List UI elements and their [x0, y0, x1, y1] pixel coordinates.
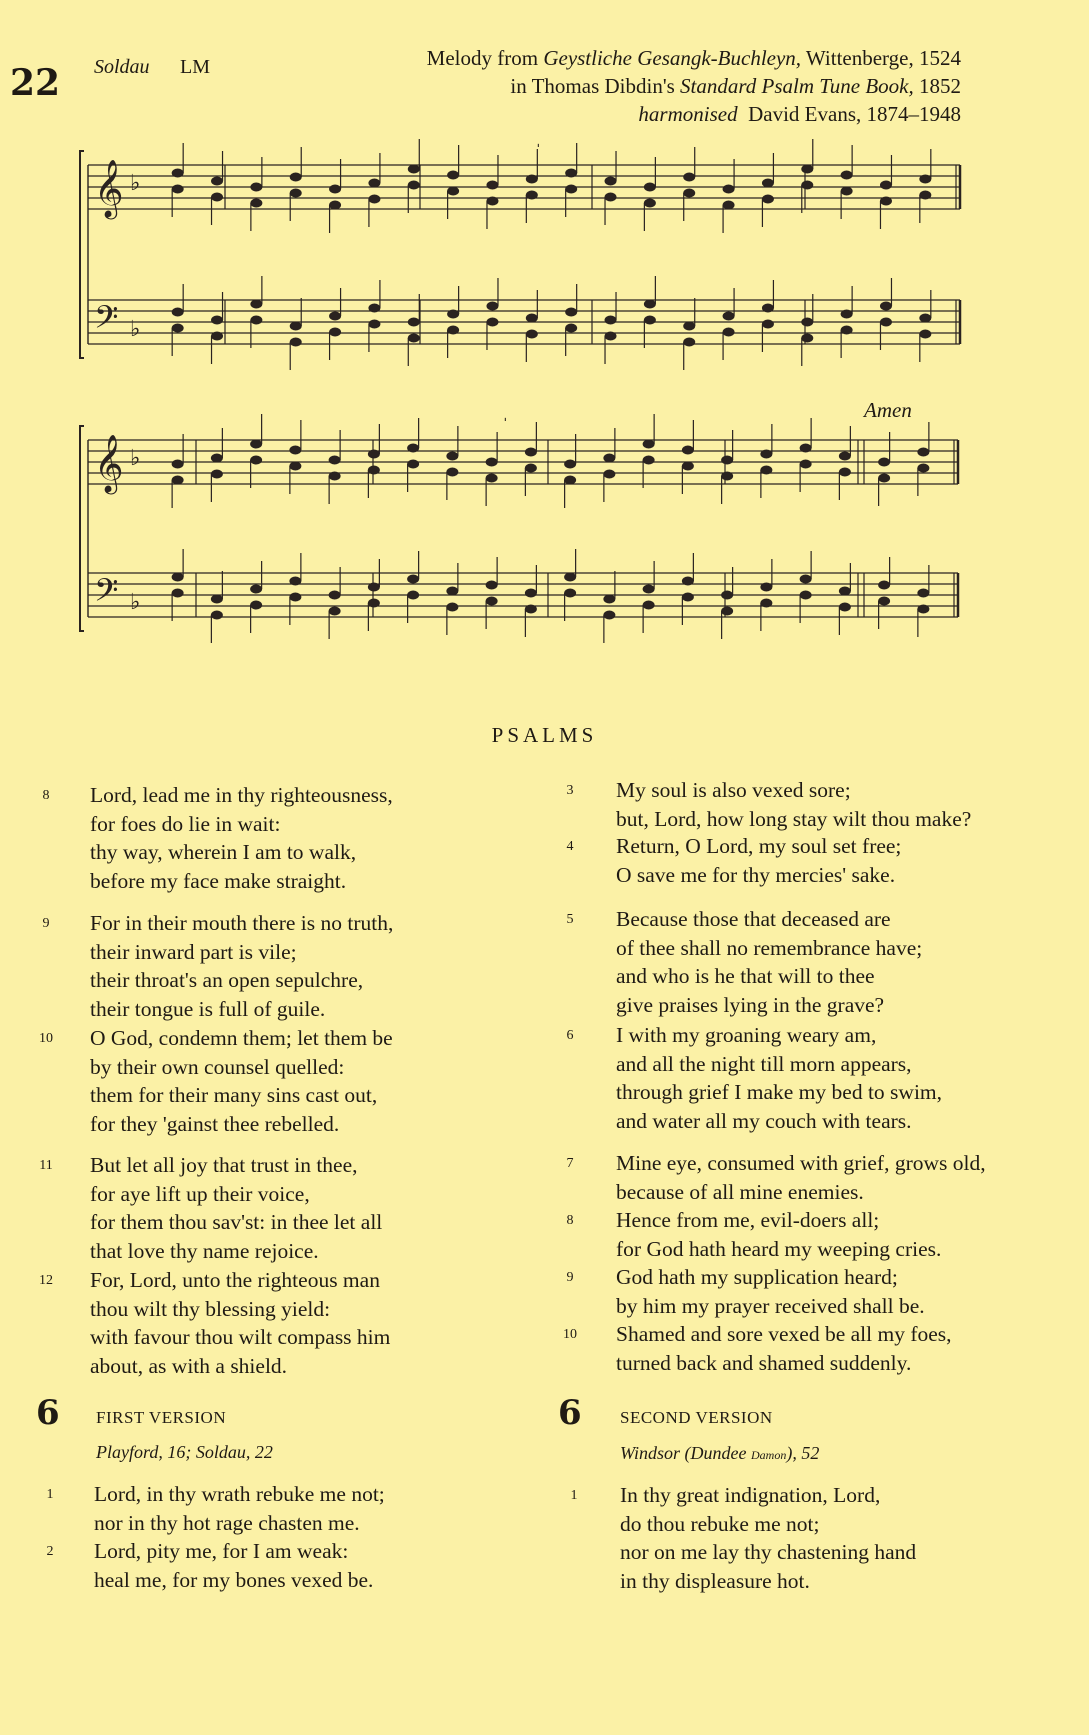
note-head [919, 330, 931, 339]
verse-line: by him my prayer received shall be. [616, 1293, 925, 1318]
note-head [525, 589, 537, 598]
note-head [644, 183, 656, 192]
note-head [486, 302, 498, 311]
note-head [525, 464, 537, 473]
note-head [250, 456, 262, 465]
verse-number: 8 [42, 788, 50, 803]
note-head [407, 444, 419, 453]
note-head [525, 448, 537, 457]
verse-line: Shamed and sore vexed be all my foes, [616, 1322, 952, 1346]
note-head [723, 328, 735, 337]
note-head [368, 599, 380, 608]
note-head [211, 332, 223, 341]
verse-line: thou wilt thy blessing yield: [90, 1296, 331, 1321]
note-head [683, 322, 695, 331]
note-head [762, 320, 774, 329]
note-head [682, 577, 694, 586]
verse-line: in thy displeasure hot. [620, 1568, 810, 1593]
note-head [408, 165, 420, 174]
section-title: PSALMS [491, 723, 598, 747]
tune-reference-first: Playford, 16; Soldau, 22 [96, 1442, 273, 1462]
note-head [486, 597, 498, 606]
verse-line: by their own counsel quelled: [90, 1054, 345, 1079]
note-head [289, 462, 301, 471]
note-head [762, 179, 774, 188]
note-head [329, 591, 341, 600]
bass-clef-icon: 𝄢 [94, 572, 119, 616]
verse-line: God hath my supplication heard; [616, 1265, 898, 1289]
note-head [447, 310, 459, 319]
verse-number: 9 [566, 1270, 574, 1285]
note-head [878, 458, 890, 467]
note-head [446, 452, 458, 461]
tune-meter: LM [180, 56, 210, 78]
note-head [643, 440, 655, 449]
note-head [486, 581, 498, 590]
note-head [564, 573, 576, 582]
note-head [644, 199, 656, 208]
note-head [723, 185, 735, 194]
note-head [800, 444, 812, 453]
verse-line: Mine eye, consumed with grief, grows old, [616, 1151, 986, 1175]
note-head [486, 181, 498, 190]
note-head [682, 446, 694, 455]
note-head [290, 338, 302, 347]
note-head [760, 450, 772, 459]
amen-label: Amen [864, 398, 912, 422]
note-head [643, 601, 655, 610]
treble-clef-icon: 𝄞 [94, 434, 124, 492]
note-head [486, 318, 498, 327]
verse-number: 1 [570, 1488, 578, 1503]
credit-line-3: harmonised David Evans, 1874–1948 [638, 102, 961, 126]
music-score [0, 0, 1089, 680]
version-label-second: SECOND VERSION [620, 1408, 773, 1427]
note-head [447, 171, 459, 180]
note-head [250, 199, 262, 208]
note-head [644, 316, 656, 325]
verse-line: of thee shall no remembrance have; [616, 935, 923, 960]
verse-line: through grief I make my bed to swim, [616, 1080, 943, 1104]
note-head [172, 308, 184, 317]
verse-line: their inward part is vile; [90, 939, 297, 964]
note-head [329, 456, 341, 465]
flat-key-icon: ♭ [130, 446, 141, 471]
note-head [603, 470, 615, 479]
note-head [801, 165, 813, 174]
flat-key-icon: ♭ [130, 317, 141, 342]
note-head [526, 330, 538, 339]
note-head [250, 440, 262, 449]
note-head [644, 300, 656, 309]
note-head [329, 472, 341, 481]
verse-line: for aye lift up their voice, [90, 1181, 310, 1206]
verse-line: for foes do lie in wait: [90, 811, 281, 836]
note-head [172, 573, 184, 582]
note-head [841, 310, 853, 319]
breath-mark-icon: ˈ [502, 415, 509, 437]
note-head [605, 193, 617, 202]
verse-line: for God hath heard my weeping cries. [616, 1236, 942, 1261]
note-head [211, 611, 223, 620]
note-head [172, 169, 184, 178]
note-head [565, 308, 577, 317]
note-head [446, 468, 458, 477]
note-head [564, 589, 576, 598]
note-head [368, 304, 380, 313]
note-head [329, 312, 341, 321]
verse-line: with favour thou wilt compass him [90, 1325, 391, 1349]
note-head [211, 595, 223, 604]
verse-number: 7 [566, 1156, 574, 1171]
note-head [250, 300, 262, 309]
note-head [603, 595, 615, 604]
verse-number: 6 [566, 1028, 574, 1043]
treble-clef-icon: 𝄞 [94, 159, 124, 217]
flat-key-icon: ♭ [130, 590, 141, 615]
version-label-first: FIRST VERSION [96, 1408, 227, 1427]
verse-line: give praises lying in the grave? [616, 992, 885, 1017]
verse-number: 10 [563, 1327, 577, 1342]
note-head [919, 191, 931, 200]
note-head [683, 173, 695, 182]
tune-reference-second: Windsor (Dundee Damon), 52 [620, 1443, 820, 1463]
note-head [172, 185, 184, 194]
verse-line: before my face make straight. [90, 868, 347, 893]
note-head [289, 577, 301, 586]
verse-number: 1 [46, 1487, 54, 1502]
note-head [368, 179, 380, 188]
note-head [762, 195, 774, 204]
verse-line: their tongue is full of guile. [90, 996, 326, 1021]
verse-number: 12 [39, 1273, 53, 1288]
note-head [211, 316, 223, 325]
system-bracket [80, 426, 84, 631]
note-head [723, 201, 735, 210]
note-head [250, 601, 262, 610]
note-head [723, 312, 735, 321]
note-head [682, 462, 694, 471]
verse-number: 4 [566, 839, 574, 854]
verse-line: O God, condemn them; let them be [90, 1026, 393, 1050]
note-head [839, 603, 851, 612]
verse-line: Lord, pity me, for I am weak: [94, 1539, 349, 1563]
note-head [721, 456, 733, 465]
note-head [721, 472, 733, 481]
note-head [564, 460, 576, 469]
note-head [800, 591, 812, 600]
flat-key-icon: ♭ [130, 171, 141, 196]
note-head [526, 175, 538, 184]
note-head [565, 169, 577, 178]
verse-line: O save me for thy mercies' sake. [616, 862, 896, 887]
credit-line-1: Melody from Geystliche Gesangk-Buchleyn, Wittenberge, 1524 [426, 46, 961, 70]
verse-line: for they 'gainst thee rebelled. [90, 1111, 340, 1136]
note-head [760, 583, 772, 592]
note-head [211, 177, 223, 186]
note-head [447, 187, 459, 196]
note-head [605, 316, 617, 325]
note-head [407, 460, 419, 469]
note-head [408, 181, 420, 190]
verse-line: for them thou sav'st: in thee let all [90, 1210, 383, 1234]
verse-line: because of all mine enemies. [616, 1179, 864, 1204]
note-head [211, 193, 223, 202]
note-head [290, 173, 302, 182]
note-head [408, 334, 420, 343]
hymn-number: 22 [10, 62, 61, 104]
note-head [408, 318, 420, 327]
note-head [172, 460, 184, 469]
note-head [683, 338, 695, 347]
note-head [368, 450, 380, 459]
note-head [878, 581, 890, 590]
note-head [878, 474, 890, 483]
note-head [289, 593, 301, 602]
note-head [841, 187, 853, 196]
note-head [760, 466, 772, 475]
verse-line: do thou rebuke me not; [620, 1511, 820, 1536]
note-head [878, 597, 890, 606]
note-head [880, 302, 892, 311]
verse-line: them for their many sins cast out, [90, 1083, 378, 1107]
note-head [643, 585, 655, 594]
verse-line: For, Lord, unto the righteous man [90, 1268, 380, 1292]
tune-name: Soldau [94, 56, 150, 78]
verse-line: I with my groaning weary am, [616, 1023, 877, 1047]
note-head [683, 189, 695, 198]
note-head [486, 197, 498, 206]
verse-line: For in their mouth there is no truth, [90, 911, 394, 935]
verse-line: thy way, wherein I am to walk, [90, 840, 357, 864]
note-head [762, 304, 774, 313]
system-bracket [80, 151, 84, 358]
note-head [917, 605, 929, 614]
note-head [486, 458, 498, 467]
note-head [880, 318, 892, 327]
note-head [250, 183, 262, 192]
note-head [526, 314, 538, 323]
note-head [565, 185, 577, 194]
verse-number: 3 [566, 783, 574, 798]
verse-number: 9 [42, 916, 50, 931]
verse-number: 5 [566, 912, 574, 927]
note-head [605, 332, 617, 341]
verse-line: and all the night till morn appears, [616, 1051, 912, 1076]
verse-line: But let all joy that trust in thee, [90, 1153, 358, 1177]
verse-line: Because those that deceased are [616, 907, 891, 931]
verse-line: Hence from me, evil-doers all; [616, 1208, 880, 1232]
note-head [290, 189, 302, 198]
psalm-number-first: 6 [36, 1393, 60, 1433]
note-head [801, 181, 813, 190]
note-head [605, 177, 617, 186]
note-head [919, 314, 931, 323]
note-head [839, 452, 851, 461]
verse-line: heal me, for my bones vexed be. [94, 1567, 374, 1592]
note-head [289, 446, 301, 455]
verse-number: 2 [46, 1544, 54, 1559]
note-head [329, 607, 341, 616]
note-head [919, 175, 931, 184]
note-head [211, 454, 223, 463]
verse-line: that love thy name rejoice. [90, 1238, 319, 1263]
note-head [760, 599, 772, 608]
note-head [603, 454, 615, 463]
note-head [564, 476, 576, 485]
psalm-number-second: 6 [558, 1393, 582, 1433]
note-head [682, 593, 694, 602]
note-head [917, 448, 929, 457]
note-head [407, 575, 419, 584]
note-head [917, 589, 929, 598]
verse-number: 10 [39, 1031, 53, 1046]
note-head [446, 587, 458, 596]
note-head [486, 474, 498, 483]
note-head [917, 464, 929, 473]
verse-line: and who is he that will to thee [616, 964, 875, 988]
note-head [368, 195, 380, 204]
note-head [172, 589, 184, 598]
verse-line: nor in thy hot rage chasten me. [94, 1510, 360, 1535]
note-head [329, 201, 341, 210]
credit-line-2: in Thomas Dibdin's Standard Psalm Tune Book, 1852 [510, 74, 961, 98]
note-head [839, 587, 851, 596]
note-head [329, 328, 341, 337]
note-head [801, 334, 813, 343]
note-head [841, 171, 853, 180]
note-head [211, 470, 223, 479]
note-head [800, 460, 812, 469]
verse-line: but, Lord, how long stay wilt thou make? [616, 806, 972, 831]
verse-line: Lord, in thy wrath rebuke me not; [94, 1482, 385, 1506]
note-head [172, 476, 184, 485]
note-head [721, 591, 733, 600]
verse-line: their throat's an open sepulchre, [90, 968, 364, 992]
note-head [880, 181, 892, 190]
note-head [368, 583, 380, 592]
note-head [250, 585, 262, 594]
note-head [329, 185, 341, 194]
note-head [446, 603, 458, 612]
note-head [565, 324, 577, 333]
note-head [447, 326, 459, 335]
note-head [407, 591, 419, 600]
verse-line: Return, O Lord, my soul set free; [616, 834, 902, 858]
verse-line: My soul is also vexed sore; [616, 778, 851, 802]
note-head [841, 326, 853, 335]
note-head [603, 611, 615, 620]
breath-mark-icon: ˈ [535, 141, 542, 163]
note-head [368, 320, 380, 329]
verse-line: nor on me lay thy chastening hand [620, 1540, 917, 1564]
note-head [368, 466, 380, 475]
note-head [801, 318, 813, 327]
verse-line: Lord, lead me in thy righteousness, [90, 783, 393, 807]
note-head [250, 316, 262, 325]
verse-number: 11 [39, 1158, 53, 1173]
note-head [880, 197, 892, 206]
bass-clef-icon: 𝄢 [94, 299, 119, 343]
verse-line: In thy great indignation, Lord, [620, 1483, 881, 1507]
verse-number: 8 [566, 1213, 574, 1228]
verse-line: and water all my couch with tears. [616, 1108, 912, 1133]
note-head [172, 324, 184, 333]
note-head [525, 605, 537, 614]
note-head [290, 322, 302, 331]
note-head [526, 191, 538, 200]
note-head [721, 607, 733, 616]
note-head [643, 456, 655, 465]
note-head [839, 468, 851, 477]
verse-line: about, as with a shield. [90, 1353, 288, 1378]
verse-line: turned back and shamed suddenly. [616, 1350, 912, 1375]
note-head [800, 575, 812, 584]
